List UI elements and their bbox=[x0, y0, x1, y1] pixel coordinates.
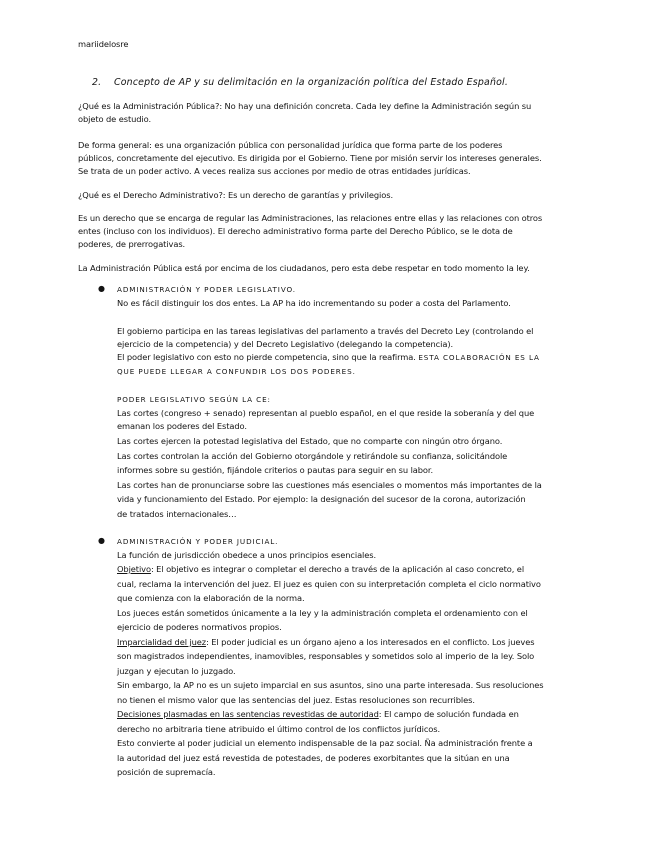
paragraph-line: de tratados internacionales… bbox=[117, 509, 237, 519]
paragraph-line: Sin embargo, la AP no es un sujeto imparcial en sus asuntos, sino una parte interesada. Sus resoluciones bbox=[117, 680, 544, 690]
paragraph-line: No es fácil distinguir los dos entes. La AP ha ido incrementando su poder a costa del Parlamento. bbox=[117, 298, 511, 308]
paragraph-line: poderes, de prerrogativas. bbox=[78, 239, 186, 249]
paragraph-line: ejercicio de la competencia) y del Decreto Legislativo (delegando la competencia). bbox=[117, 339, 453, 349]
term-label: Imparcialidad del juez bbox=[117, 637, 207, 647]
paragraph-line: que comienza con la elaboración de la norma. bbox=[117, 593, 305, 603]
author-header: mariidelosre bbox=[78, 39, 129, 49]
paragraph-line: vida y funcionamiento del Estado. Por ejemplo: la designación del sucesor de la corona, autorización bbox=[117, 494, 526, 504]
bullet-title: ADMINISTRACIÓN Y PODER LEGISLATIVO. bbox=[117, 285, 296, 294]
paragraph-line: cual, reclama la intervención del juez. El juez es quien con su interpretación completa el ciclo normativo bbox=[117, 579, 541, 589]
paragraph-line: Los jueces están sometidos únicamente a la ley y la administración completa el ordenamiento con el bbox=[117, 608, 528, 618]
paragraph-line: Las cortes han de pronunciarse sobre las cuestiones más esenciales o momentos más importantes de la bbox=[117, 480, 542, 490]
term-text: : El objetivo es integrar o completar el derecho a través de la aplicación al caso concreto, el bbox=[150, 564, 525, 574]
paragraph-line: son magistrados independientes, inamovibles, responsables y sometidos solo al imperio de la ley. Solo bbox=[117, 651, 535, 661]
paragraph-line: ¿Qué es el Derecho Administrativo?: Es un derecho de garantías y privilegios. bbox=[78, 190, 393, 200]
paragraph-line: objeto de estudio. bbox=[78, 114, 152, 124]
paragraph-line: Esto convierte al poder judicial un elemento indispensable de la paz social. Ña administración frente a bbox=[117, 738, 533, 748]
paragraph-line: La función de jurisdicción obedece a unos principios esenciales. bbox=[117, 550, 377, 560]
term-label: Decisiones plasmadas en las sentencias revestidas de autoridad bbox=[117, 709, 379, 719]
paragraph-line: derecho no arbitraria tiene atribuido el último control de los conflictos jurídicos. bbox=[117, 724, 441, 734]
paragraph-line: Es un derecho que se encarga de regular las Administraciones, las relaciones entre ellas y las relaciones con otros bbox=[78, 213, 543, 223]
caps-line: QUE PUEDE LLEGAR A CONFUNDIR LOS DOS PODERES. bbox=[117, 367, 356, 376]
bullet-dot-icon: ● bbox=[98, 536, 105, 545]
paragraph-line: informes sobre su gestión, fijándole criterios o pautas para seguir en su labor. bbox=[117, 465, 433, 475]
paragraph-line bbox=[117, 351, 540, 364]
paragraph-line: públicos, concretamente del ejecutivo. Es dirigida por el Gobierno. Tiene por misión servir los intereses generales. bbox=[78, 153, 542, 163]
paragraph-line: Las cortes controlan la acción del Gobierno otorgándole y retirándole su confianza, solicitándole bbox=[117, 451, 508, 461]
paragraph-line: posición de supremacía. bbox=[117, 767, 216, 777]
section-heading bbox=[92, 77, 508, 88]
bullet-title: ADMINISTRACIÓN Y PODER JUDICIAL. bbox=[117, 537, 279, 546]
paragraph-line: Las cortes (congreso + senado) representan al pueblo español, en el que reside la soberanía y del que bbox=[117, 408, 535, 418]
term-label: Objetivo bbox=[117, 564, 151, 574]
term-text: : El campo de solución fundada en bbox=[378, 709, 519, 719]
term-text: : El poder judicial es un órgano ajeno a los interesados en el conflicto. Los jueves bbox=[206, 637, 535, 647]
paragraph-line: emanan los poderes del Estado. bbox=[117, 421, 247, 431]
paragraph-line: De forma general: es una organización pública con personalidad jurídica que forma parte de los poderes bbox=[78, 140, 503, 150]
paragraph-line: no tienen el mismo valor que las sentencias del juez. Estas resoluciones son recurribles. bbox=[117, 695, 475, 705]
paragraph-line bbox=[117, 708, 519, 720]
paragraph-line: La Administración Pública está por encima de los ciudadanos, pero esta debe respetar en todo momento la ley. bbox=[78, 263, 530, 273]
paragraph-line: Se trata de un poder activo. A veces realiza sus acciones por medio de otras entidades jurídicas. bbox=[78, 166, 471, 176]
bullet-dot-icon: ● bbox=[98, 284, 105, 293]
line-text: El poder legislativo con esto no pierde competencia, sino que la reafirma. bbox=[117, 352, 416, 362]
paragraph-line: El gobierno participa en las tareas legislativas del parlamento a través del Decreto Ley (controlando el bbox=[117, 326, 534, 336]
paragraph-line bbox=[117, 636, 534, 648]
paragraph-line: entes (incluso con los individuos). El derecho administrativo forma parte del Derecho Público, se le dota de bbox=[78, 226, 513, 236]
paragraph-line: la autoridad del juez está revestida de potestades, de poderes exorbitantes que la sitúan en una bbox=[117, 753, 510, 763]
section-title: Concepto de AP y su delimitación en la organización política del Estado Español. bbox=[114, 77, 509, 88]
paragraph-line bbox=[117, 563, 524, 575]
paragraph-line: ejercicio de poderes normativos propios. bbox=[117, 622, 282, 632]
subsection-title: PODER LEGISLATIVO SEGÚN LA CE: bbox=[117, 395, 271, 404]
caps-text: ESTA COLABORACIÓN ES LA bbox=[418, 353, 540, 362]
paragraph-line: juzgan y ejecutan lo juzgado. bbox=[117, 666, 236, 676]
paragraph-line: Las cortes ejercen la potestad legislativa del Estado, que no comparte con ningún otro órgano. bbox=[117, 436, 503, 446]
section-number: 2. bbox=[92, 77, 102, 88]
paragraph-line: ¿Qué es la Administración Pública?: No hay una definición concreta. Cada ley define la Administración según su bbox=[78, 101, 532, 111]
